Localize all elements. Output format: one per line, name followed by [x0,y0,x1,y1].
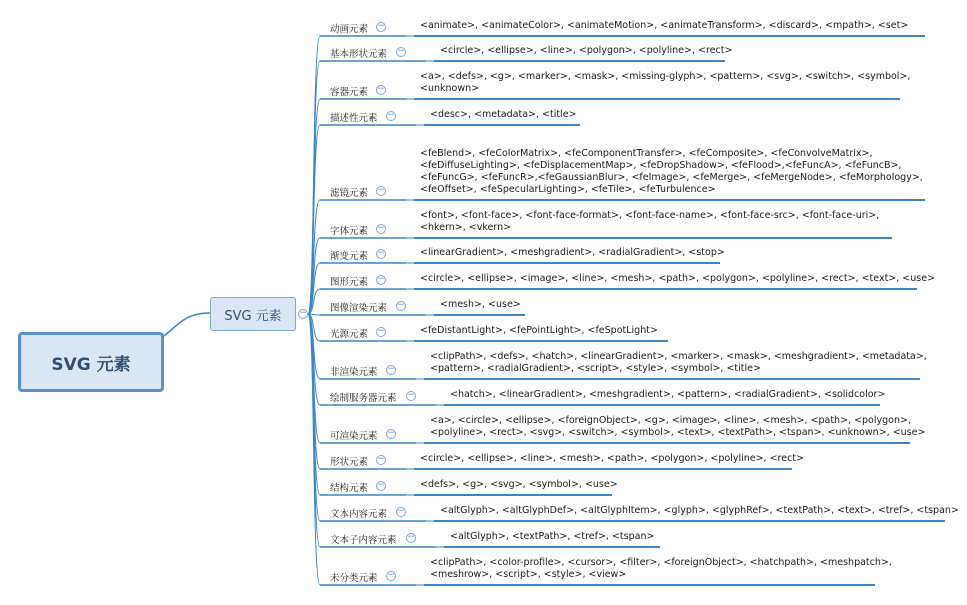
collapse-icon[interactable]: − [397,300,405,310]
collapse-icon[interactable]: − [387,428,395,438]
collapse-icon[interactable]: − [407,390,415,400]
collapse-icon[interactable]: − [397,46,405,56]
elements-line: <meshrow>, <script>, <style>, <view> [430,569,627,580]
collapse-icon[interactable]: − [377,84,385,94]
elements-line: <feDistantLight>, <fePointLight>, <feSpotLight> [420,325,658,336]
elements-line: <feFuncG>, <feFuncR>,<feGaussianBlur>, <feImage>, <feMerge>, <feMergeNode>, <feMorphology>, [420,172,923,183]
elements-line: <feDiffuseLighting>, <feDisplacementMap>, <feDropShadow>, <feFlood>,<feFuncA>, <feFuncB>, [420,160,902,171]
category-label[interactable]: 未分类元素 [330,573,378,584]
elements-text [440,505,959,517]
elements-text [430,557,892,581]
category-label[interactable]: 形状元素 [330,457,369,468]
branch-node-label: SVG 元素 [224,308,282,324]
elements-text [430,415,925,439]
collapse-icon[interactable]: − [397,506,405,516]
elements-line: <altGlyph>, <altGlyphDef>, <altGlyphItem>, <glyph>, <glyphRef>, <textPath>, <text>, <tref>, <tspan> [440,505,959,516]
category-label[interactable]: 基本形状元素 [330,49,388,60]
category-label[interactable]: 图形元素 [330,277,369,288]
elements-text [420,325,658,337]
category-label[interactable]: 字体元素 [330,226,369,237]
elements-line: <circle>, <ellipse>, <line>, <polygon>, <polyline>, <rect> [440,45,733,56]
elements-line: <circle>, <ellipse>, <image>, <line>, <mesh>, <path>, <polygon>, <polyline>, <rect>, <text>, <use> [420,273,936,284]
collapse-icon[interactable]: − [377,454,385,464]
elements-line: <circle>, <ellipse>, <line>, <mesh>, <path>, <polygon>, <polyline>, <rect> [420,453,805,464]
elements-line: <pattern>, <radialGradient>, <script>, <style>, <symbol>, <title> [430,363,761,374]
elements-text [420,453,804,465]
category-label[interactable]: 滤镜元素 [330,188,369,199]
elements-line: <desc>, <metadata>, <title> [430,109,577,120]
collapse-icon[interactable]: − [377,326,385,336]
category-label[interactable]: 绘制服务器元素 [330,393,397,404]
elements-line: <feOffset>, <feSpecularLighting>, <feTile>, <feTurbulence> [420,184,716,195]
elements-line: <font>, <font-face>, <font-face-format>, <font-face-name>, <font-face-src>, <font-face-uri>, [420,210,880,221]
category-label[interactable]: 非渲染元素 [330,367,378,378]
elements-text [450,389,885,401]
elements-text [440,45,732,57]
collapse-icon[interactable]: − [377,21,385,31]
category-label[interactable]: 动画元素 [330,24,369,35]
collapse-icon[interactable]: − [377,223,385,233]
collapse-icon[interactable]: − [387,570,395,580]
elements-line: <clipPath>, <color-profile>, <cursor>, <filter>, <foreignObject>, <hatchpath>, <meshpatch>, [430,557,892,568]
elements-line: <polyline>, <rect>, <svg>, <switch>, <symbol>, <text>, <textPath>, <tspan>, <unknown>, <use> [430,427,926,438]
root-connector [164,313,210,336]
elements-text [420,247,725,259]
category-label[interactable]: 光源元素 [330,329,369,340]
elements-text [420,479,618,491]
elements-line: <feBlend>, <feColorMatrix>, <feComponentTransfer>, <feComposite>, <feConvolveMatrix>, [420,148,873,159]
elements-line: <a>, <circle>, <ellipse>, <foreignObject>, <g>, <image>, <line>, <mesh>, <path>, <polygon>, [430,415,911,426]
collapse-icon[interactable]: − [377,480,385,490]
category-label[interactable]: 容器元素 [330,87,369,98]
elements-text [420,20,908,32]
branch-collapse-icon[interactable]: − [299,308,307,318]
elements-text [440,299,521,311]
category-label[interactable]: 图像渲染元素 [330,303,388,314]
root-node-label: SVG 元素 [51,354,131,375]
elements-line: <clipPath>, <defs>, <hatch>, <linearGradient>, <marker>, <mask>, <meshgradient>, <metadata>, [430,351,927,362]
elements-line: <defs>, <g>, <svg>, <symbol>, <use> [420,479,618,490]
elements-text [420,273,935,285]
elements-line: <mesh>, <use> [440,299,521,310]
collapse-icon[interactable]: − [407,532,415,542]
elements-line: <a>, <defs>, <g>, <marker>, <mask>, <missing-glyph>, <pattern>, <svg>, <switch>, <symbol>, [420,71,911,82]
collapse-icon[interactable]: − [377,185,385,195]
elements-line: <hatch>, <linearGradient>, <meshgradient>, <pattern>, <radialGradient>, <solidcolor> [450,389,886,400]
collapse-icon[interactable]: − [377,274,385,284]
category-label[interactable]: 文本内容元素 [330,509,388,520]
category-label[interactable]: 结构元素 [330,483,369,494]
elements-text [420,210,879,234]
elements-line: <linearGradient>, <meshgradient>, <radialGradient>, <stop> [420,247,725,258]
elements-line: <animate>, <animateColor>, <animateMotion>, <animateTransform>, <discard>, <mpath>, <set> [420,20,909,31]
root-node[interactable] [18,332,164,392]
elements-text [450,531,654,543]
collapse-icon[interactable]: − [387,110,395,120]
elements-line: <unknown> [420,83,480,94]
elements-text [420,71,910,95]
elements-text [420,148,923,196]
elements-text [430,351,927,375]
elements-line: <hkern>, <vkern> [420,222,512,233]
collapse-icon[interactable]: − [387,364,395,374]
category-label[interactable]: 可渲染元素 [330,431,378,442]
elements-line: <altGlyph>, <textPath>, <tref>, <tspan> [450,531,655,542]
collapse-icon[interactable]: − [377,248,385,258]
branch-node[interactable] [210,297,296,331]
elements-text [430,109,577,121]
category-label[interactable]: 文本子内容元素 [330,535,397,546]
category-label[interactable]: 描述性元素 [330,113,378,124]
category-label[interactable]: 渐变元素 [330,251,369,262]
